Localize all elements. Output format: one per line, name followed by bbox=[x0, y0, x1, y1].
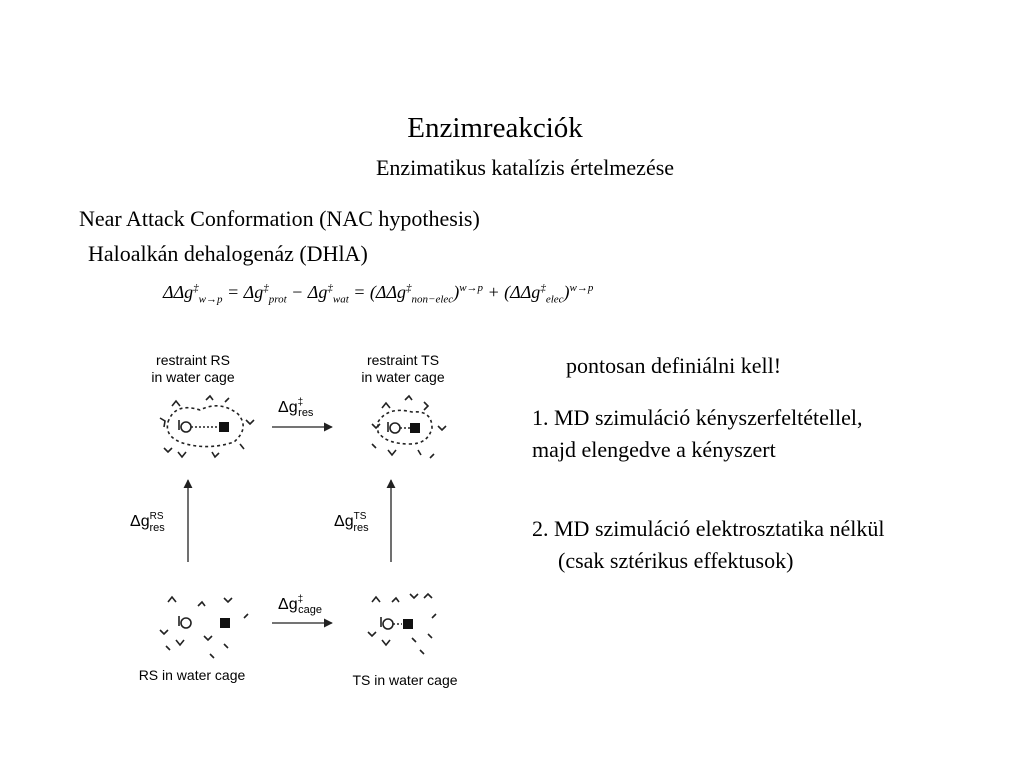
restraint-ts-molecule bbox=[372, 396, 446, 458]
thermodynamic-cycle-figure bbox=[120, 340, 480, 700]
point-2-line-1: 2. MD szimuláció elektrosztatika nélkül bbox=[532, 516, 885, 541]
rs-restraint-label-1: restraint RS bbox=[156, 352, 230, 368]
formula-equals-1: = Δg bbox=[222, 282, 264, 302]
formula-plus: + (ΔΔg bbox=[483, 282, 541, 302]
ts-restraint-label-1: restraint TS bbox=[366, 352, 440, 368]
formula-equals-2: = (ΔΔg bbox=[348, 282, 407, 302]
rs-cage-molecule bbox=[160, 597, 248, 658]
free-energy-formula: $\Delta\Delta g^\ddagger_{w\to p} = \Delta g^\ddagger_{prot} - \Delta g^\ddagger_{wat} = (\Delta\Delta g^\ddagger_{non-elec})^{w\to p} + (\Delta\Delta g^\ddagger_{elec})^{w\to p}$ bbox=[163, 282, 594, 306]
point-1-line-2: majd elengedve a kényszert bbox=[532, 437, 776, 462]
slide-subtitle: Enzimatikus katalízis értelmezése bbox=[375, 155, 675, 180]
nac-hypothesis-line: Near Attack Conformation (NAC hypothesis) bbox=[79, 206, 480, 231]
rs-restraint-label-2: in water cage bbox=[151, 369, 235, 385]
arrow-left-label: $\Delta g^{RS}$ res bbox=[130, 511, 165, 534]
restraint-rs-molecule bbox=[160, 396, 254, 457]
slide-title: Enzimreakciók bbox=[407, 112, 583, 144]
rs-cage-label: RS in water cage bbox=[138, 667, 246, 683]
arrow-bottom-label: Δg‡ cage bbox=[278, 594, 323, 616]
arrow-right-label: $\Delta g^{TS}$ res bbox=[334, 511, 369, 534]
arrow-top-label: Δg‡ res bbox=[278, 397, 314, 419]
note-define-precisely: pontosan definiálni kell! bbox=[566, 353, 782, 378]
formula-term-1: ΔΔg bbox=[163, 282, 194, 302]
point-2-line-2: (csak sztérikus effektusok) bbox=[558, 548, 794, 573]
ts-cage-molecule bbox=[368, 594, 436, 654]
point-1-line-1: 1. MD szimuláció kényszerfeltétellel, bbox=[532, 405, 863, 430]
formula-minus: − Δg bbox=[286, 282, 328, 302]
ts-cage-label: TS in water cage bbox=[352, 672, 458, 688]
ts-restraint-label-2: in water cage bbox=[361, 369, 445, 385]
enzyme-name-line: Haloalkán dehalogenáz (DHlA) bbox=[88, 241, 368, 266]
